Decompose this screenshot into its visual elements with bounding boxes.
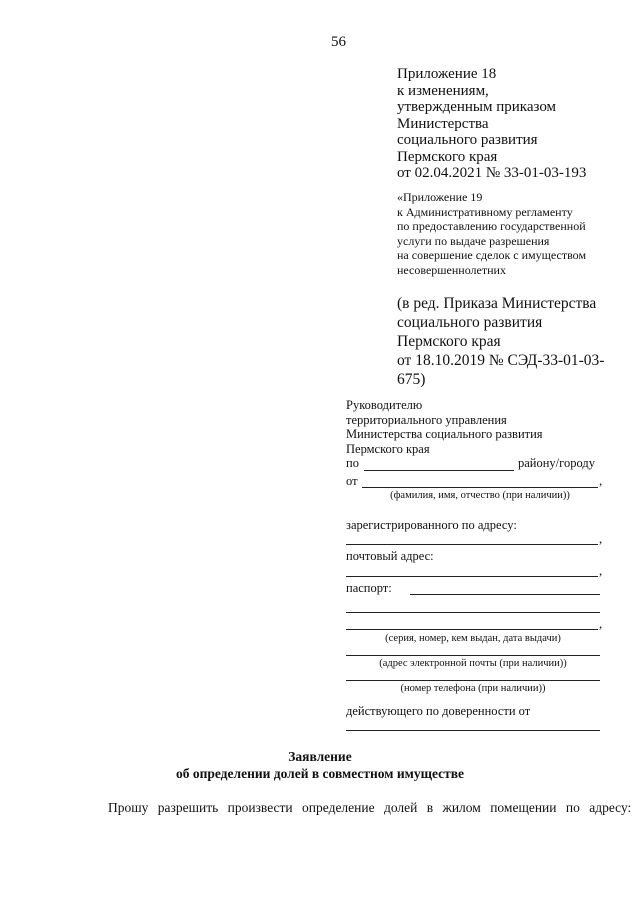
- email-caption: (адрес электронной почты (при наличии)): [379, 658, 567, 669]
- annex-18-line: к изменениям,: [397, 82, 489, 99]
- addressee-line: территориального управления: [346, 412, 507, 427]
- email-line[interactable]: [346, 655, 600, 656]
- annex-19-line: несовершеннолетних: [397, 262, 506, 277]
- district-label: району/городу: [518, 456, 595, 470]
- annex-19-line: на совершение сделок с имуществом: [397, 248, 587, 262]
- passport-caption: (серия, номер, кем выдан, дата выдачи): [385, 633, 561, 644]
- amendment-line: 675): [397, 371, 426, 388]
- page-number: 56: [331, 34, 346, 50]
- annex-19-header: [397, 190, 586, 277]
- statement-subtitle: об определении долей в совместном имуществе: [175, 766, 465, 781]
- annex-18-line: социального развития: [397, 132, 538, 148]
- passport-line-2[interactable]: [346, 612, 600, 613]
- phone-line[interactable]: [346, 680, 600, 681]
- amendment-line: от 18.10.2019 № СЭД-33-01-03-: [397, 352, 605, 369]
- comma: ,: [599, 563, 603, 578]
- annex-19-line: «Приложение 19: [397, 190, 483, 204]
- registered-address-label: зарегистрированного по адресу:: [346, 518, 517, 532]
- postal-address-line[interactable]: [346, 576, 598, 577]
- phone-caption: (номер телефона (при наличии)): [400, 683, 546, 694]
- from-label: от: [346, 474, 358, 488]
- statement-body: Прошу разрешить произвести определение долей в жилом помещении по адресу:: [108, 800, 632, 815]
- applicant-name-line[interactable]: [362, 487, 598, 488]
- amendment-line: социального развития: [397, 314, 543, 331]
- passport-line-1[interactable]: [410, 594, 600, 595]
- annex-18-line: Министерства: [397, 115, 489, 132]
- annex-18-header: [397, 66, 586, 182]
- proxy-label: действующего по доверенности от: [346, 704, 531, 718]
- statement-title-block: [0, 748, 640, 782]
- annex-19-line: к Административному регламенту: [397, 204, 573, 219]
- amendment-line: Пермского края: [397, 333, 501, 350]
- comma: ,: [599, 616, 603, 631]
- district-input-line[interactable]: [364, 470, 514, 471]
- passport-line-3[interactable]: [346, 629, 598, 630]
- comma: ,: [599, 473, 603, 488]
- annex-18-line: от 02.04.2021 № 33-01-03-193: [397, 165, 587, 181]
- addressee-line: Руководителю: [346, 398, 423, 412]
- addressee-block: [346, 398, 543, 456]
- registered-address-line[interactable]: [346, 544, 598, 545]
- annex-19-line: услуги по выдаче разрешения: [397, 233, 550, 248]
- annex-18-line: Приложение 18: [397, 66, 497, 82]
- annex-18-line: утвержденным приказом: [397, 99, 557, 115]
- annex-19-line: по предоставлению государственной: [397, 219, 586, 233]
- comma: ,: [599, 531, 603, 546]
- proxy-line[interactable]: [346, 730, 600, 731]
- postal-address-label: почтовый адрес:: [346, 549, 434, 563]
- amendment-line: (в ред. Приказа Министерства: [397, 295, 597, 312]
- addressee-line: Пермского края: [346, 441, 430, 456]
- po-label: по: [346, 456, 359, 470]
- annex-18-line: Пермского края: [397, 148, 498, 165]
- fio-caption: (фамилия, имя, отчество (при наличии)): [390, 490, 570, 501]
- amendment-note: [397, 294, 604, 389]
- addressee-line: Министерства социального развития: [346, 427, 543, 441]
- statement-title: Заявление: [288, 749, 352, 764]
- passport-label: паспорт:: [346, 581, 392, 595]
